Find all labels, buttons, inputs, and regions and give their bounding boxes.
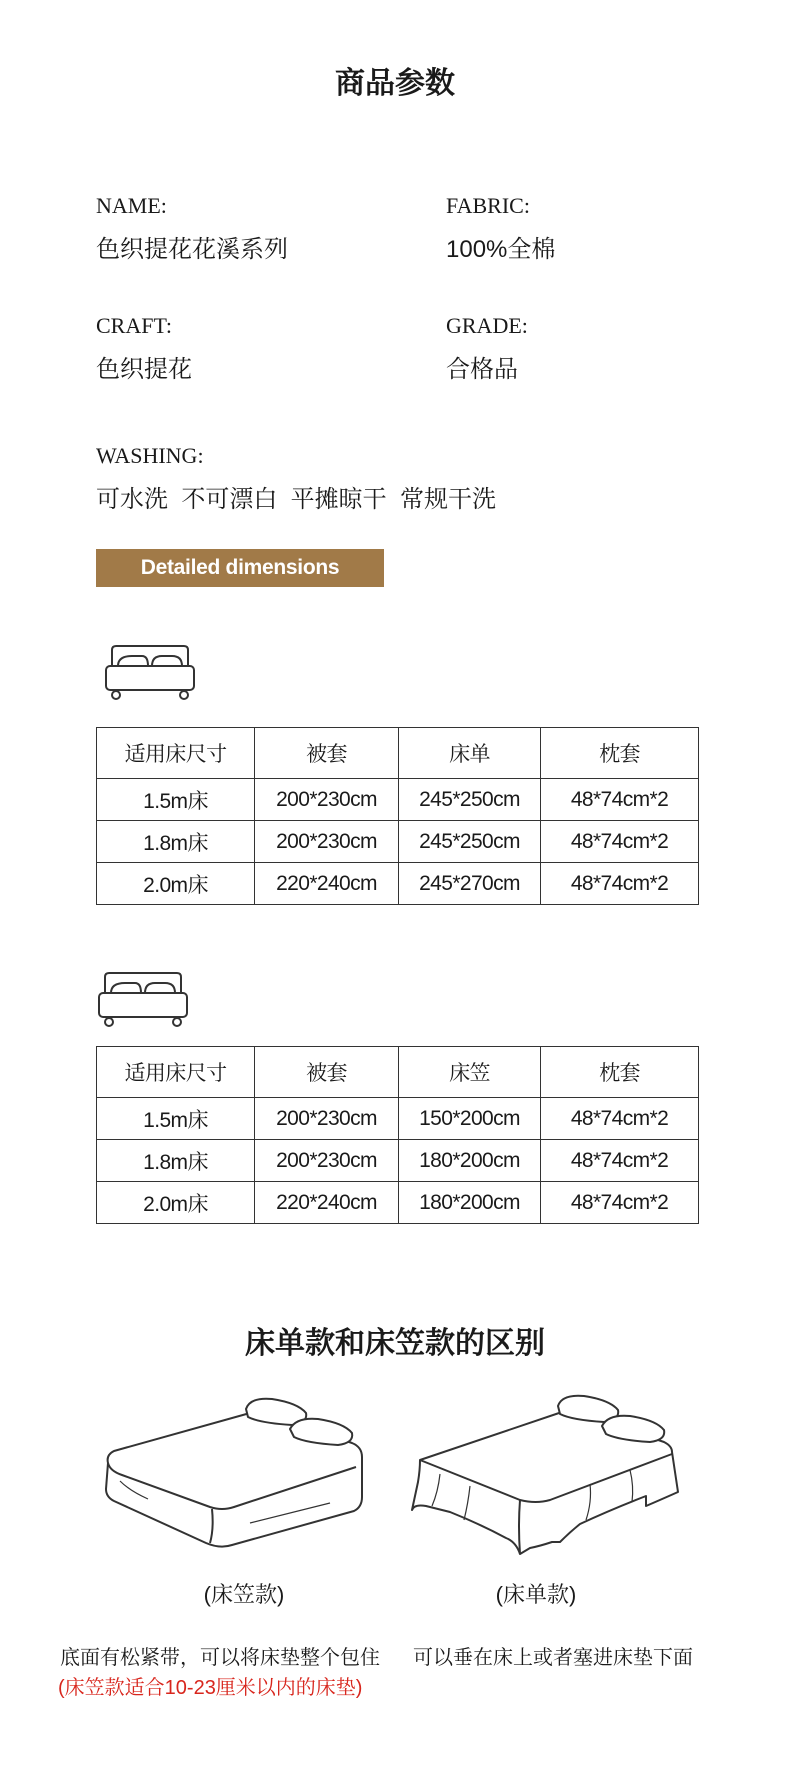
table-cell: 200*230cm <box>255 779 399 821</box>
dimensions-table-fitted-sheet <box>96 1046 699 1224</box>
fabric-label: FABRIC: <box>446 193 530 218</box>
flat-sheet-illustration <box>410 1392 682 1558</box>
table-row <box>97 1140 699 1182</box>
table-row <box>97 1182 699 1224</box>
table-cell: 245*270cm <box>399 863 541 905</box>
table-row <box>97 821 699 863</box>
fabric-value: 100%全棉 <box>446 236 556 263</box>
header-bed-size: 适用床尺寸 <box>97 728 255 779</box>
washing-value: 可水洗 不可漂白 平摊晾干 常规干洗 <box>96 486 497 513</box>
table-row <box>97 863 699 905</box>
table-cell: 48*74cm*2 <box>541 1098 699 1140</box>
fitted-caption: (床笠款) <box>203 1582 285 1607</box>
header-fitted-sheet: 床笠 <box>399 1047 541 1098</box>
table-cell: 245*250cm <box>399 821 541 863</box>
table-cell: 2.0m床 <box>97 863 255 905</box>
table-row <box>97 1098 699 1140</box>
table-cell: 1.5m床 <box>97 1098 255 1140</box>
header-duvet-cover: 被套 <box>255 728 399 779</box>
dimensions-table-flat-sheet <box>96 727 699 905</box>
flat-caption: (床单款) <box>495 1582 577 1607</box>
header-pillowcase: 枕套 <box>541 728 699 779</box>
table-cell: 180*200cm <box>399 1182 541 1224</box>
table-cell: 48*74cm*2 <box>541 821 699 863</box>
table-header-row <box>97 728 699 779</box>
table-header-row <box>97 1047 699 1098</box>
table-cell: 48*74cm*2 <box>541 863 699 905</box>
grade-label: GRADE: <box>446 313 528 338</box>
craft-label: CRAFT: <box>96 313 172 338</box>
table-cell: 200*230cm <box>255 1140 399 1182</box>
craft-value: 色织提花 <box>96 356 192 383</box>
flat-note: 可以垂在床上或者塞进床垫下面 <box>413 1647 693 1669</box>
table-cell: 220*240cm <box>255 1182 399 1224</box>
name-value: 色织提花花溪系列 <box>96 236 288 263</box>
page-title: 商品参数 <box>335 67 455 100</box>
detailed-dimensions-banner: Detailed dimensions <box>96 549 384 587</box>
table-cell: 200*230cm <box>255 1098 399 1140</box>
table-cell: 1.8m床 <box>97 1140 255 1182</box>
fitted-sheet-illustration <box>100 1395 368 1550</box>
fitted-note: 底面有松紧带，可以将床垫整个包住 <box>60 1647 380 1669</box>
header-flat-sheet: 床单 <box>399 728 541 779</box>
table-cell: 48*74cm*2 <box>541 779 699 821</box>
fitted-note-red: (床笠款适合10-23厘米以内的床垫) <box>58 1677 363 1699</box>
table-cell: 48*74cm*2 <box>541 1140 699 1182</box>
table-cell: 200*230cm <box>255 821 399 863</box>
bed-icon <box>104 644 198 702</box>
header-duvet-cover: 被套 <box>255 1047 399 1098</box>
bed-icon <box>97 971 191 1029</box>
table-cell: 48*74cm*2 <box>541 1182 699 1224</box>
name-label: NAME: <box>96 193 167 218</box>
table-cell: 1.8m床 <box>97 821 255 863</box>
washing-label: WASHING: <box>96 443 204 468</box>
grade-value: 合格品 <box>446 356 518 383</box>
table-cell: 2.0m床 <box>97 1182 255 1224</box>
difference-title: 床单款和床笠款的区别 <box>245 1327 545 1360</box>
table-cell: 220*240cm <box>255 863 399 905</box>
header-bed-size: 适用床尺寸 <box>97 1047 255 1098</box>
table-cell: 150*200cm <box>399 1098 541 1140</box>
header-pillowcase: 枕套 <box>541 1047 699 1098</box>
table-cell: 1.5m床 <box>97 779 255 821</box>
table-cell: 180*200cm <box>399 1140 541 1182</box>
table-row <box>97 779 699 821</box>
table-cell: 245*250cm <box>399 779 541 821</box>
